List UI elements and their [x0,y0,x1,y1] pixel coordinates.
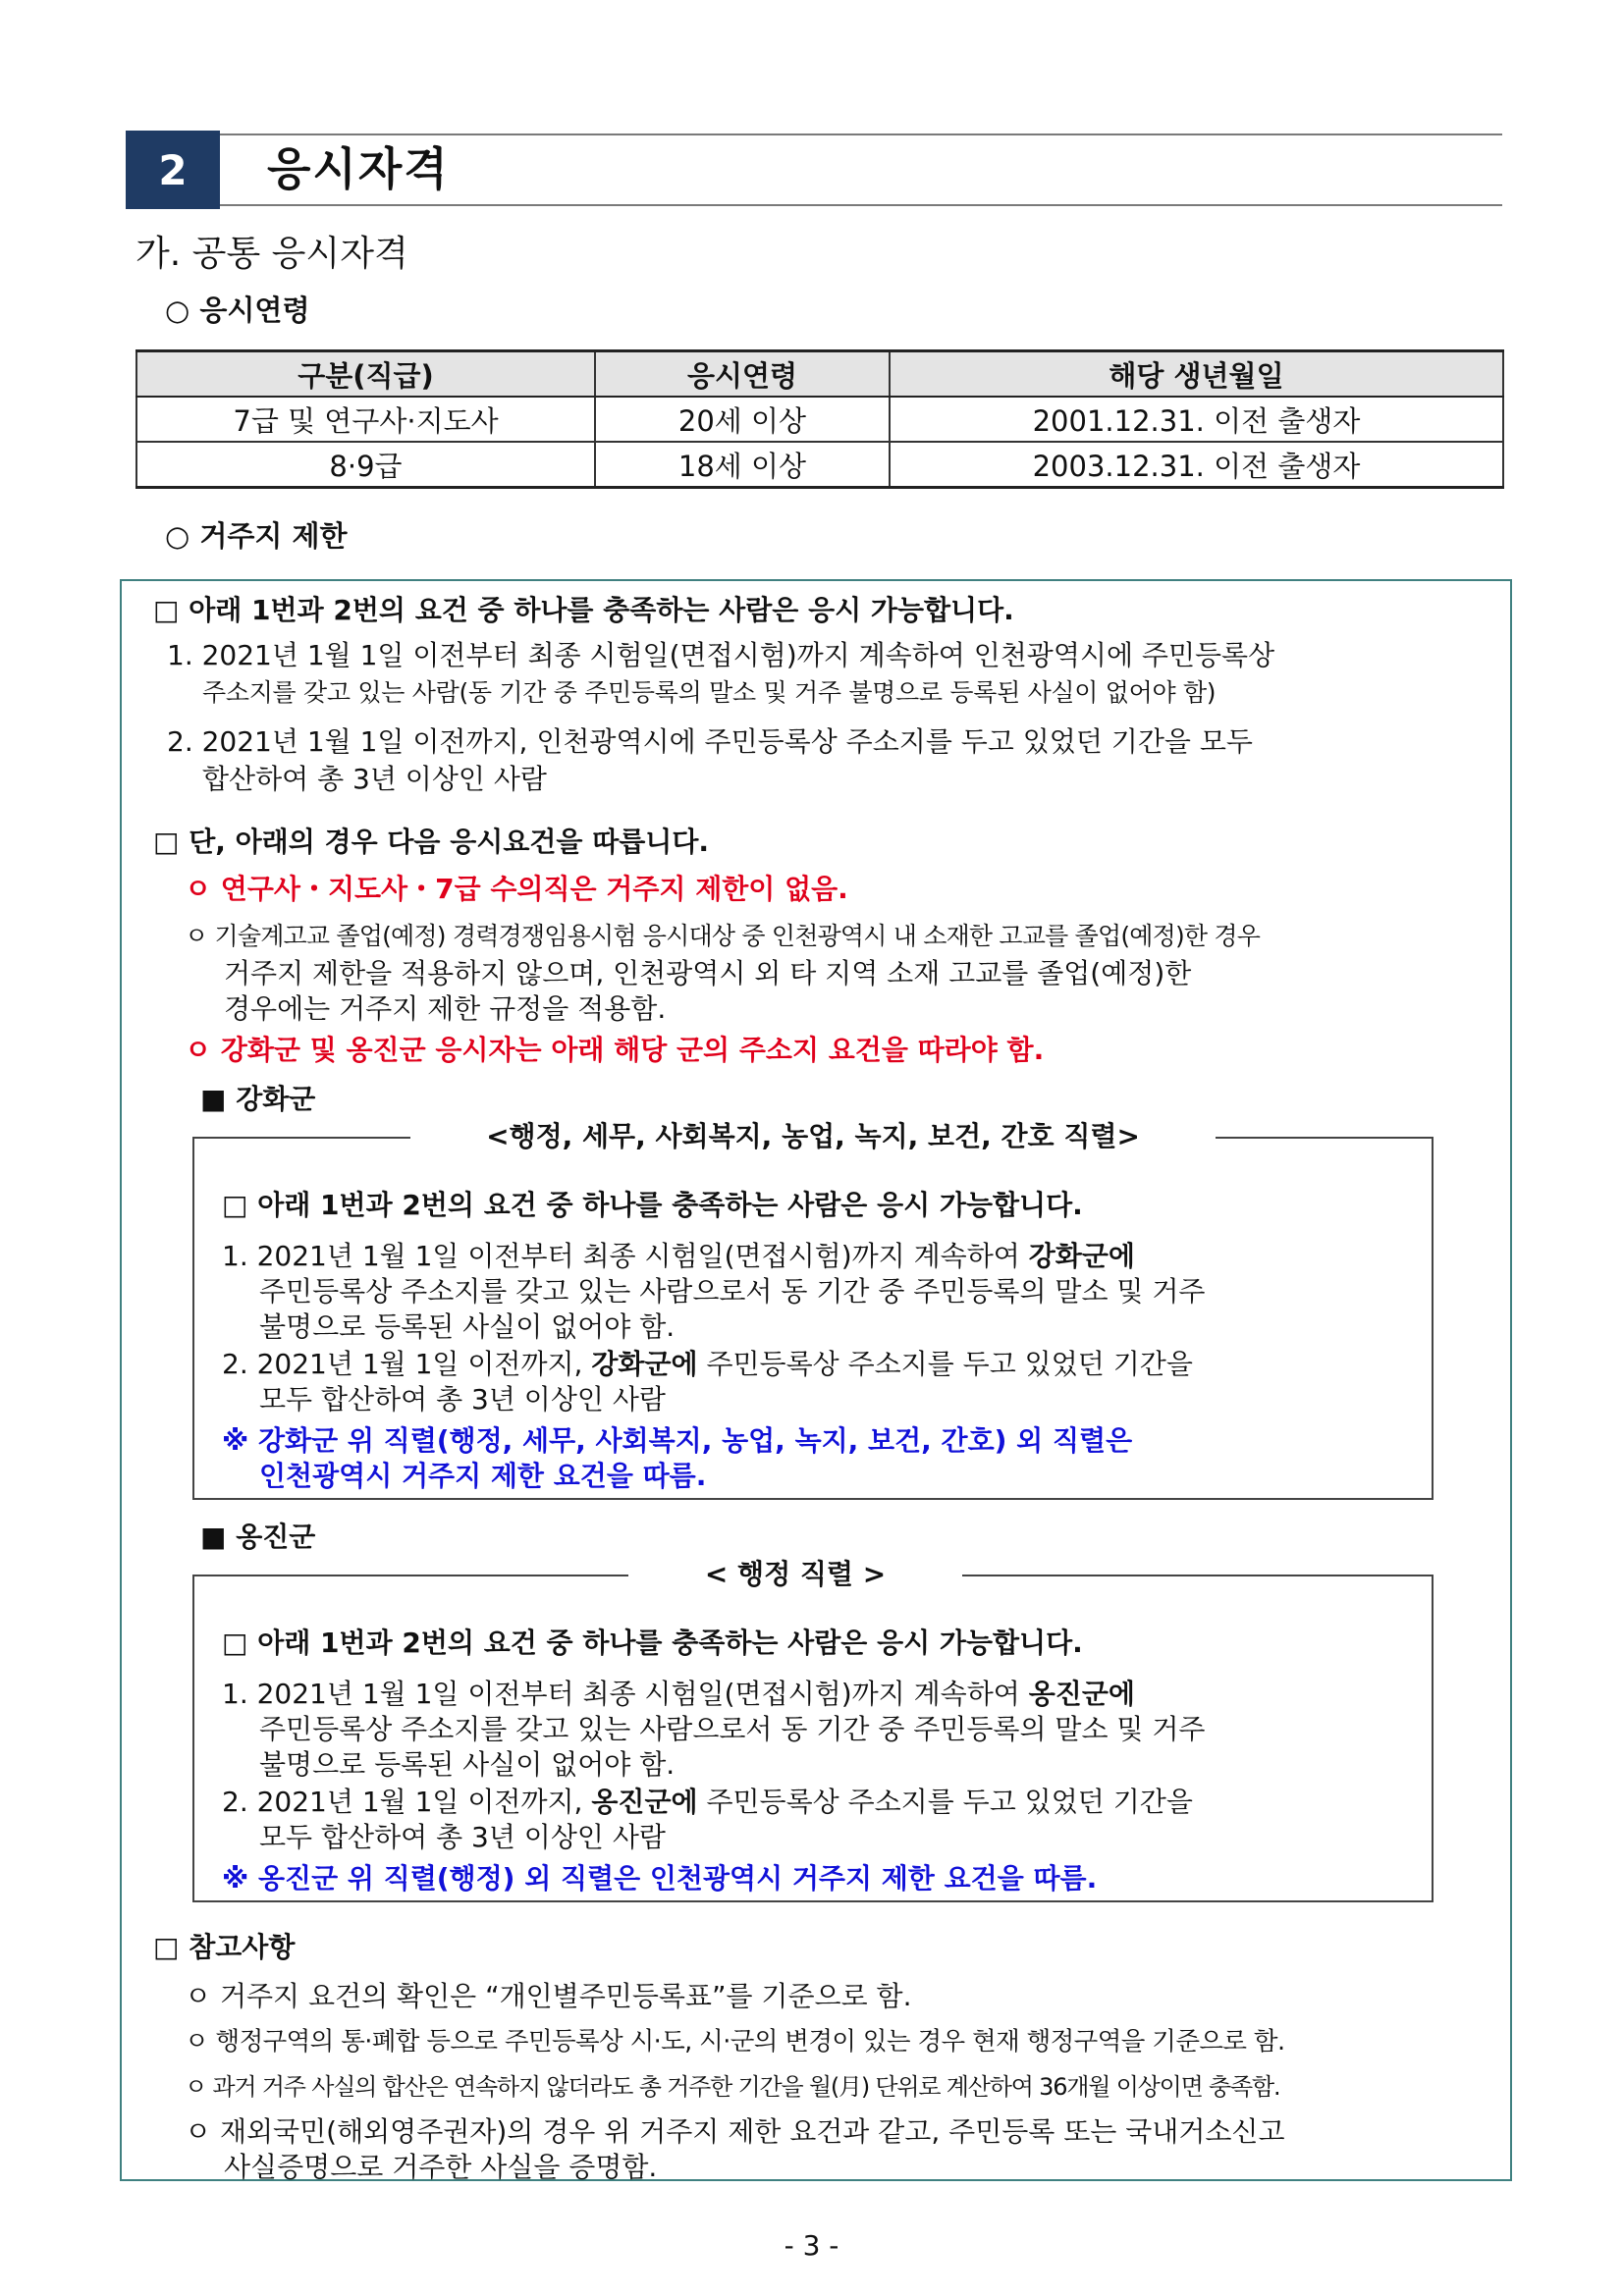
ongjin-item1-line2: 주민등록상 주소지를 갖고 있는 사람으로서 동 기간 중 주민등록의 말소 및 거주 [259,1713,1206,1745]
ganghwa-note-line1: ※ 강화군 위 직렬(행정, 세무, 사회복지, 농업, 녹지, 보건, 간호) 외 직렬은 [222,1424,1133,1457]
ganghwa-note-line2: 인천광역시 거주지 제한 요건을 따름. [259,1460,707,1492]
reference-bullet-3: ㅇ 과거 거주 사실의 합산은 연속하지 않더라도 총 거주한 기간을 월(月) 단위로 계산하여 36개월 이상이면 충족함. [185,2073,1280,2101]
ganghwa-item2-text: 2. 2021년 1월 1일 이전까지, [222,1348,592,1380]
ongjin-item2-line2: 모두 합산하여 총 3년 이상인 사람 [259,1821,666,1853]
ganghwa-legend: <행정, 세무, 사회복지, 농업, 녹지, 보건, 간호 직렬> [410,1119,1216,1154]
table-cell: 8·9급 [136,442,595,488]
table-cell: 18세 이상 [595,442,890,488]
ganghwa-item1-line3: 불명으로 등록된 사실이 없어야 함. [259,1310,676,1343]
table-cell: 2003.12.31. 이전 출생자 [890,442,1503,488]
residence-heading: ○ 거주지 제한 [165,519,348,553]
exception-bullet-1: ㅇ 연구사・지도사・7급 수의직은 거주지 제한이 없음. [185,873,848,905]
ganghwa-label: ■ 강화군 [200,1083,316,1115]
table-cell: 20세 이상 [595,397,890,442]
general-item2-line1: 2. 2021년 1월 1일 이전까지, 인천광역시에 주민등록상 주소지를 두고 있었던 기간을 모두 [167,725,1253,758]
ongjin-item2-text-post: 주민등록상 주소지를 두고 있었던 기간을 [697,1786,1193,1818]
table-row [136,442,1503,488]
exception-bullet-2-line2: 거주지 제한을 적용하지 않으며, 인천광역시 외 타 지역 소재 고교를 졸업(예정)한 [224,957,1192,989]
general-item2-line2: 합산하여 총 3년 이상인 사람 [202,763,547,795]
ongjin-region-bold: 옹진군에 [1028,1678,1135,1710]
reference-bullet-1: ㅇ 거주지 요건의 확인은 “개인별주민등록표”를 기준으로 함. [185,1980,912,2012]
table-header-cell: 구분(직급) [136,351,595,398]
table-header-row [136,351,1503,398]
exceptions-title: □ 단, 아래의 경우 다음 응시요건을 따릅니다. [153,826,710,858]
general-item1-line1: 1. 2021년 1월 1일 이전부터 최종 시험일(면접시험)까지 계속하여 인천광역시에 주민등록상 [167,639,1275,671]
reference-bullet-4-line1: ㅇ 재외국민(해외영주권자)의 경우 위 거주지 제한 요건과 같고, 주민등록 또는 국내거소신고 [185,2115,1285,2148]
table-header-cell: 해당 생년월일 [890,351,1503,398]
ganghwa-item2-text-post: 주민등록상 주소지를 두고 있었던 기간을 [697,1348,1193,1380]
page-number: - 3 - [784,2229,839,2262]
reference-bullet-4-line2: 사실증명으로 거주한 사실을 증명함. [224,2151,658,2183]
ongjin-region-bold: 옹진군에 [591,1786,698,1818]
table-cell: 2001.12.31. 이전 출생자 [890,397,1503,442]
ongjin-note: ※ 옹진군 위 직렬(행정) 외 직렬은 인천광역시 거주지 제한 요건을 따름. [222,1862,1098,1895]
ongjin-item1-line1 [222,1677,1135,1712]
ongjin-item1-text: 1. 2021년 1월 1일 이전부터 최종 시험일(면접시험)까지 계속하여 [222,1678,1029,1710]
header-rule-bottom [220,204,1502,206]
section-title: 응시자격 [267,142,450,195]
ongjin-legend: < 행정 직렬 > [628,1557,962,1592]
ganghwa-item2-line2: 모두 합산하여 총 3년 이상인 사람 [259,1383,666,1415]
age-heading: ○ 응시연령 [165,294,310,327]
exception-bullet-2-line1: ㅇ 기술계고교 졸업(예정) 경력경쟁임용시험 응시대상 중 인천광역시 내 소재한 고교를 졸업(예정)한 경우 [185,922,1261,950]
ganghwa-item1-text: 1. 2021년 1월 1일 이전부터 최종 시험일(면접시험)까지 계속하여 [222,1240,1029,1272]
ganghwa-item2-line1 [222,1347,1193,1382]
section-number: 2 [126,131,220,209]
age-table [135,349,1504,489]
table-cell: 7급 및 연구사·지도사 [136,397,595,442]
ongjin-item2-text: 2. 2021년 1월 1일 이전까지, [222,1786,592,1818]
ganghwa-item1-line2: 주민등록상 주소지를 갖고 있는 사람으로서 동 기간 중 주민등록의 말소 및 거주 [259,1275,1206,1308]
reference-title: □ 참고사항 [153,1931,296,1963]
ongjin-title: □ 아래 1번과 2번의 요건 중 하나를 충족하는 사람은 응시 가능합니다. [222,1627,1083,1659]
table-header-cell: 응시연령 [595,351,890,398]
ongjin-item2-line1 [222,1785,1193,1820]
exception-bullet-3: ㅇ 강화군 및 옹진군 응시자는 아래 해당 군의 주소지 요건을 따라야 함. [185,1034,1045,1066]
ongjin-label: ■ 옹진군 [200,1521,316,1553]
subsection-title: 가. 공통 응시자격 [135,234,408,274]
general-title: □ 아래 1번과 2번의 요건 중 하나를 충족하는 사람은 응시 가능합니다. [153,594,1014,626]
table-row [136,397,1503,442]
general-item1-line2: 주소지를 갖고 있는 사람(동 기간 중 주민등록의 말소 및 거주 불명으로 등록된 사실이 없어야 함) [202,678,1217,707]
exception-bullet-2-line3: 경우에는 거주지 제한 규정을 적용함. [224,992,667,1025]
ongjin-item1-line3: 불명으로 등록된 사실이 없어야 함. [259,1748,676,1781]
ganghwa-region-bold: 강화군에 [1028,1240,1135,1272]
ganghwa-item1-line1 [222,1239,1135,1274]
reference-bullet-2: ㅇ 행정구역의 통·폐합 등으로 주민등록상 시·도, 시·군의 변경이 있는 경우 현재 행정구역을 기준으로 함. [185,2027,1285,2056]
ganghwa-region-bold: 강화군에 [591,1348,698,1380]
ganghwa-title: □ 아래 1번과 2번의 요건 중 하나를 충족하는 사람은 응시 가능합니다. [222,1189,1083,1221]
